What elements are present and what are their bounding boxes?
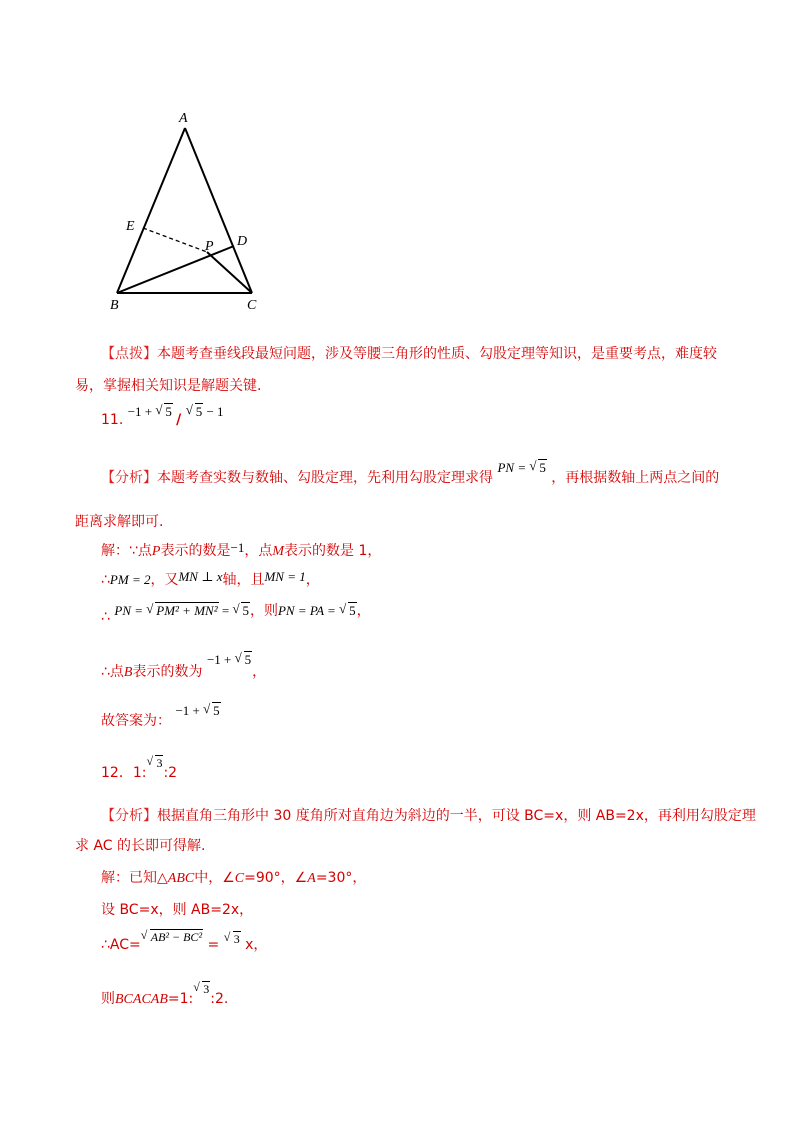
segment-ac xyxy=(185,128,252,293)
q12-solution-line-3: ∴AC= √ AB² − BC² = √ 3 x， xyxy=(101,928,268,953)
q12-sol-radicand: AB² − BC² xyxy=(150,930,203,944)
q11-sol-therefore: ∴ xyxy=(101,609,110,625)
q11-solution-line-3: ∴ PN = √ PM² + MN² = √ 5，则PN = PA = √ 5， xyxy=(101,601,371,625)
q12-solution-line-4: 则BCACAB=1: √ 3:2. xyxy=(101,980,229,1007)
q11-sol-text: 故答案为： xyxy=(101,713,171,729)
q12-analysis-tag: 【分析】 xyxy=(101,808,157,824)
q11-separator: / xyxy=(176,412,182,428)
q12-sol-text: = xyxy=(203,937,224,953)
q11-sol-text: ，点 xyxy=(244,543,273,559)
q11-sol-text: 解：∵点 xyxy=(101,543,152,559)
q12-sol-text: =1: xyxy=(167,991,194,1007)
q11-sol-pm: PM = 2 xyxy=(109,572,151,587)
q12-sol-radicand: 3 xyxy=(203,982,210,996)
q12-sol-text: 则 xyxy=(101,991,115,1007)
q11-solution-line-1 xyxy=(101,540,381,560)
q11-number: 11. xyxy=(101,412,124,428)
q11-sol-text: ∴点 xyxy=(101,664,124,680)
q11-sol-value: −1 xyxy=(230,540,245,555)
q11-sol-radicand: 5 xyxy=(242,603,249,618)
q11-analysis-text-2: ，再根据数轴上两点之间的 xyxy=(551,470,720,486)
q12-sol-text: 中，∠ xyxy=(194,870,235,886)
q11-sol-m: M xyxy=(272,544,284,559)
q12-sol-text: x， xyxy=(240,937,268,953)
q12-sol-text: 解：已知△ xyxy=(101,870,168,886)
q12-colon: : xyxy=(141,765,147,781)
q11-sol-radicand: 5 xyxy=(244,652,252,667)
label-c: C xyxy=(247,298,257,313)
q12-analysis-text-1: 根据直角三角形中 30 度角所对直角边为斜边的一半，可设 BC=x，则 AB=2x，再利用勾股定理 xyxy=(157,808,756,824)
q11-sol-radicand: 5 xyxy=(349,603,356,618)
q12-tail: :2 xyxy=(163,765,178,781)
q11-sol-radicand: 5 xyxy=(213,703,220,718)
q12-sol-c: C xyxy=(234,871,245,886)
q11-answer2-suffix: − 1 xyxy=(203,404,224,419)
q11-answer2-radicand: 5 xyxy=(195,404,203,419)
q11-solution-line-2 xyxy=(101,569,320,589)
q11-sol-text: 表示的数是 1， xyxy=(284,543,382,559)
label-d: D xyxy=(237,234,248,249)
q12-solution-line-2: 设 BC=x，则 AB=2x， xyxy=(101,902,254,918)
q12-number: 12．1 xyxy=(101,765,142,781)
q12-sol-text: =30°， xyxy=(315,870,367,886)
q11-analysis-radicand: 5 xyxy=(539,460,546,475)
q11-sol-text: ∴ xyxy=(101,572,110,588)
q11-sol-text: ， xyxy=(356,603,371,619)
label-p: P xyxy=(205,239,214,254)
q12-sol-text: =90°，∠ xyxy=(244,870,308,886)
q11-solution-line-4: ∴点B表示的数为 −1 + √ 5， xyxy=(101,650,267,680)
q12-sol-text: :2. xyxy=(210,991,229,1007)
label-a: A xyxy=(179,111,188,126)
q11-sol-text: 表示的数为 xyxy=(132,664,203,680)
q11-sol-text: ， xyxy=(252,664,267,680)
q11-analysis-text-1: 本题考查实数与数轴、勾股定理，先利用勾股定理求得 xyxy=(157,470,493,486)
q11-sol-radicand: PM² + MN² xyxy=(156,603,218,618)
label-e: E xyxy=(126,219,135,234)
q11-sol-text: 表示的数是 xyxy=(160,543,231,559)
q11-sol-text: 轴，且 xyxy=(222,572,265,588)
q11-answer1-prefix: −1 + xyxy=(127,404,156,419)
q12-radicand: 3 xyxy=(156,756,163,770)
tip-line-1 xyxy=(101,343,717,363)
q11-sol-value: −1 + xyxy=(206,652,235,667)
tip-text-1: 本题考查垂线段最短问题，涉及等腰三角形的性质、勾股定理等知识，是重要考点，难度较 xyxy=(157,346,717,362)
q11-sol-pn: PN = xyxy=(114,603,147,618)
q11-sol-eq: = xyxy=(218,603,233,618)
tip-line-2: 易，掌握相关知识是解题关键. xyxy=(75,378,262,394)
segment-ab xyxy=(117,128,185,293)
q11-answer: 11. −1 + √ 5 / √ 5 − 1 xyxy=(101,402,224,428)
segment-cp xyxy=(207,252,252,293)
q11-analysis-line-1: 【分析】本题考查实数与数轴、勾股定理，先利用勾股定理求得 PN = √ 5 ，再根据数轴上两点之间的 xyxy=(101,458,720,486)
q11-sol-mn: MN = 1 xyxy=(264,569,306,584)
q11-analysis-line-2: 距离求解即可. xyxy=(75,514,164,530)
q12-answer: 12．1: √ 3:2 xyxy=(101,754,178,781)
q11-sol-text: ，又 xyxy=(150,572,179,588)
q12-analysis-line-2: 求 AC 的长即可得解. xyxy=(75,838,206,854)
segment-bd xyxy=(117,246,234,293)
q11-final-answer: 故答案为： −1 + √ 5 xyxy=(101,701,220,729)
q11-answer1-radicand: 5 xyxy=(165,404,172,419)
q12-sol-text: ∴AC= xyxy=(101,937,141,953)
q12-analysis-line-1 xyxy=(101,805,756,825)
q12-sol-radicand: 3 xyxy=(233,932,240,946)
q12-sol-a: A xyxy=(307,871,316,886)
label-b: B xyxy=(110,298,119,313)
q11-sol-mn-perp: MN ⊥ x xyxy=(178,569,223,584)
triangle-figure xyxy=(100,100,270,320)
tip-tag: 【点拨】 xyxy=(101,346,157,362)
segment-ep-dashed xyxy=(143,228,207,252)
q11-sol-pn-pa: PN = PA = xyxy=(277,603,340,618)
q11-sol-text: ， xyxy=(305,572,320,588)
q11-analysis-pn: PN = xyxy=(497,460,530,475)
q11-sol-text: ，则 xyxy=(249,603,278,619)
q12-solution-line-1 xyxy=(101,867,366,887)
q11-sol-value: −1 + xyxy=(175,703,204,718)
q11-sol-b: B xyxy=(123,665,133,680)
q12-sol-abc: ABC xyxy=(167,871,195,886)
q12-sol-bcacab: BCACAB xyxy=(115,992,168,1007)
q11-analysis-tag: 【分析】 xyxy=(101,470,157,486)
q11-sol-p: P xyxy=(151,544,161,559)
